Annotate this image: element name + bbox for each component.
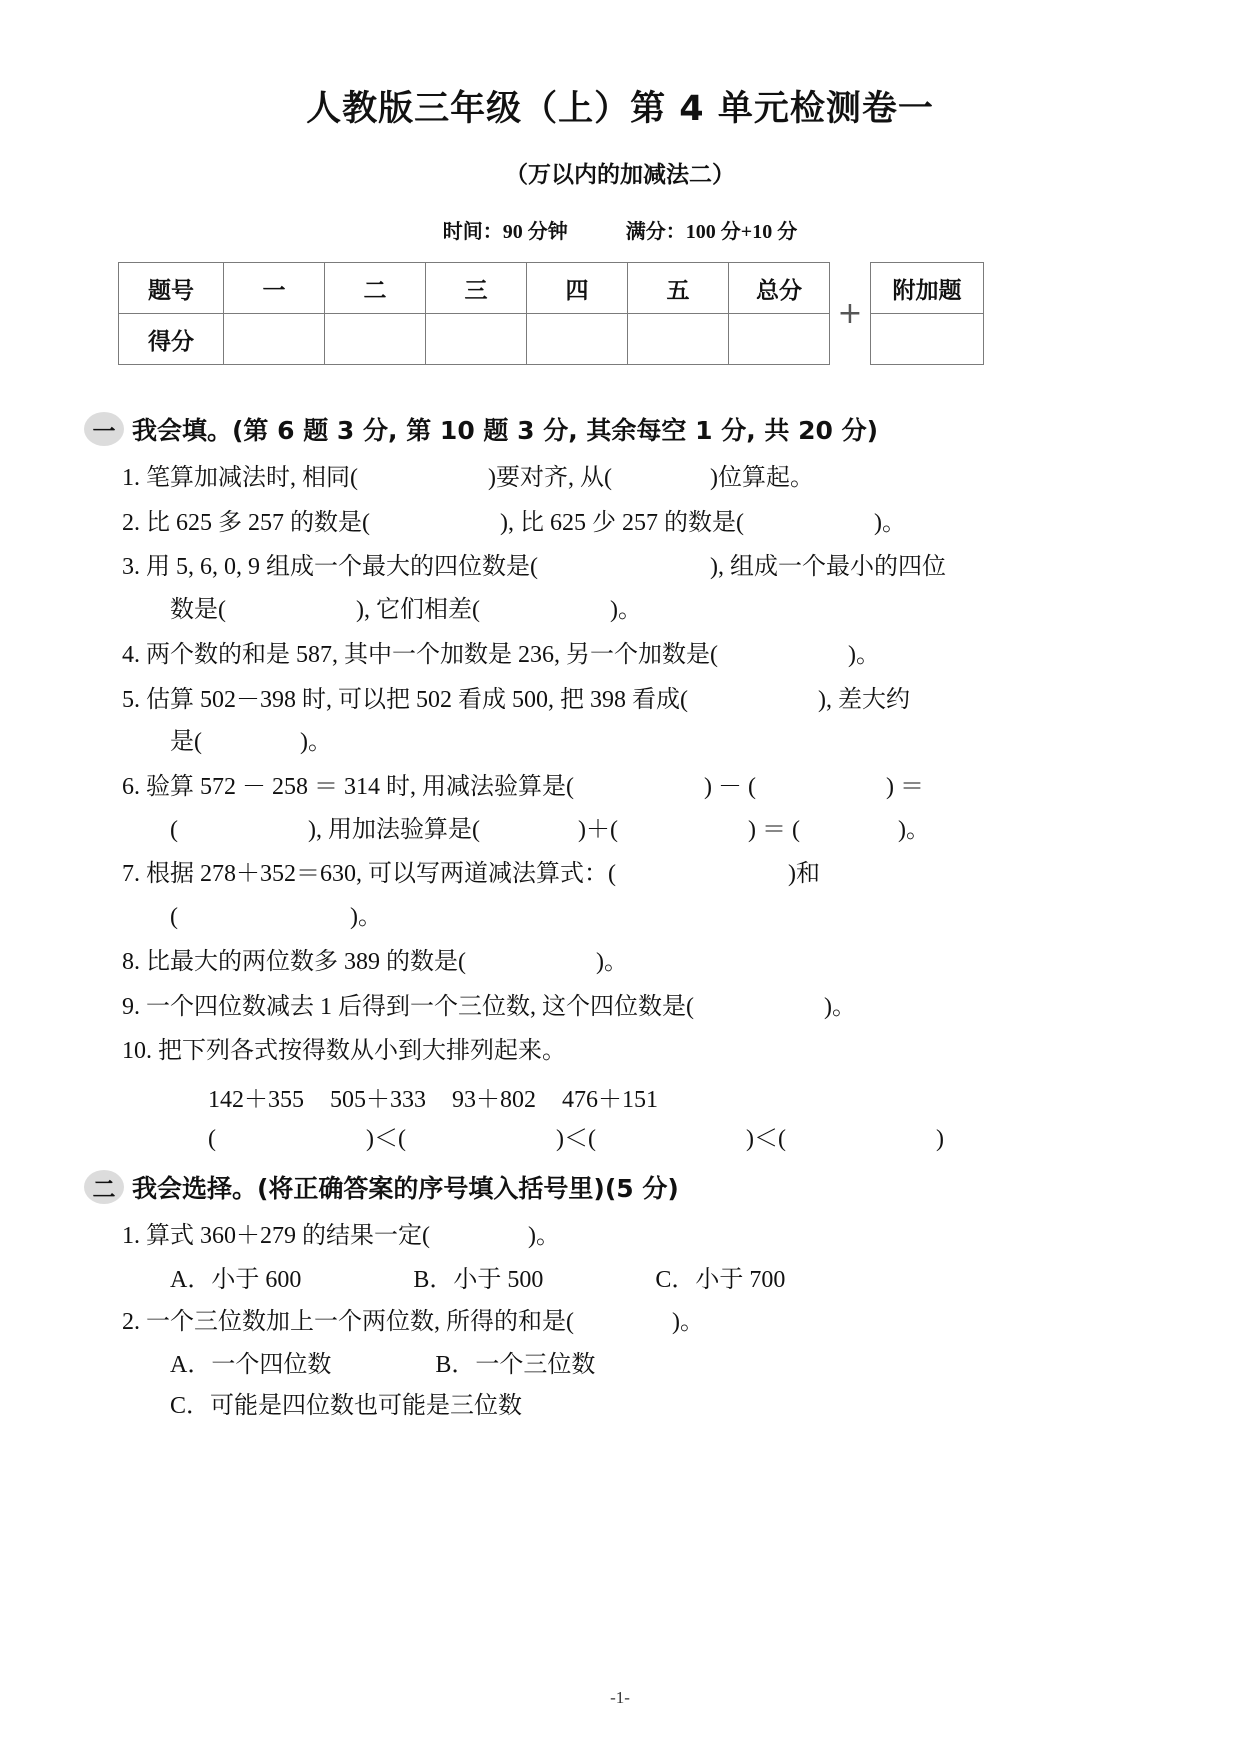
- question-6-continuation: [146, 809, 1140, 852]
- question-text: )位算起。: [709, 465, 814, 491]
- score-col-header: 一: [224, 263, 325, 314]
- question-2: [100, 502, 1140, 545]
- score-table-area: [118, 262, 1140, 365]
- question-text: )要对齐, 从(: [488, 465, 612, 491]
- option-a[interactable]: A．小于 600: [170, 1266, 302, 1293]
- score-input-cell[interactable]: [527, 314, 628, 365]
- expression-item: 476＋151: [562, 1087, 658, 1114]
- question-text: )。: [300, 729, 332, 756]
- expression-item: 142＋355: [208, 1087, 304, 1114]
- score-row-label: 题号: [119, 263, 224, 314]
- question-text: 估算 502－398 时, 可以把 502 看成 500, 把 398 看成(: [146, 686, 688, 713]
- question-number: 6.: [122, 774, 140, 801]
- question-10-expressions: [100, 1079, 1140, 1114]
- question-number: 1.: [122, 465, 140, 491]
- section-heading-2: [84, 1169, 1140, 1205]
- question-text: 根据 278＋352＝630, 可以写两道减法算式：(: [146, 861, 616, 888]
- question-text: 把下列各式按得数从小到大排列起来。: [158, 1038, 566, 1065]
- score-col-header: 总分: [729, 263, 830, 314]
- question-text: ), 组成一个最小的四位: [710, 554, 946, 581]
- question-text: ), 它们相差(: [356, 597, 480, 624]
- question-text: 算式 360＋279 的结果一定(: [146, 1223, 430, 1250]
- question-10-answer-row: [100, 1118, 1140, 1153]
- question-text: 比最大的两位数多 389 的数是(: [146, 948, 466, 975]
- compare-open: (: [208, 1126, 216, 1153]
- question-text: )。: [596, 948, 628, 975]
- extra-label: 附加题: [871, 263, 984, 314]
- question-text: )。: [824, 993, 856, 1020]
- question-text: )。: [528, 1223, 560, 1250]
- question-text: ), 用加法验算是(: [308, 816, 480, 843]
- question-number: 9.: [122, 993, 140, 1020]
- question-text: (: [170, 904, 178, 931]
- score-input-cell[interactable]: [426, 314, 527, 365]
- score-input-cell[interactable]: [729, 314, 830, 365]
- question-number: 10.: [122, 1038, 152, 1065]
- expression-item: 505＋333: [330, 1087, 426, 1114]
- extra-question-table: [870, 262, 984, 365]
- choice-question-2: [100, 1301, 1140, 1344]
- question-text: )和: [788, 861, 820, 888]
- question-number: 8.: [122, 948, 140, 975]
- question-6: [100, 766, 1140, 851]
- question-number: 3.: [122, 554, 140, 581]
- total-score: 满分：100 分+10 分: [625, 221, 798, 243]
- option-c[interactable]: C．小于 700: [655, 1266, 786, 1293]
- question-text: 比 625 多 257 的数是(: [146, 509, 370, 536]
- question-text: )。: [873, 509, 906, 536]
- question-5: [100, 679, 1140, 764]
- question-text: 数是(: [170, 597, 226, 624]
- question-3: [100, 546, 1140, 631]
- question-1: [100, 457, 1140, 500]
- option-b[interactable]: B．一个三位数: [435, 1352, 596, 1379]
- option-b[interactable]: B．小于 500: [413, 1266, 544, 1293]
- score-col-header: 四: [527, 263, 628, 314]
- table-row: [119, 263, 830, 314]
- question-number: 5.: [122, 686, 140, 713]
- question-text: ) ＝: [885, 774, 924, 801]
- exam-meta: [100, 215, 1140, 244]
- question-text: 两个数的和是 587, 其中一个加数是 236, 另一个加数是(: [146, 641, 718, 668]
- question-9: [100, 986, 1140, 1029]
- choice-question-1: [100, 1215, 1140, 1258]
- table-row: [119, 314, 830, 365]
- score-table: [118, 262, 830, 365]
- score-col-header: 三: [426, 263, 527, 314]
- question-text: ), 比 625 少 257 的数是(: [500, 509, 744, 536]
- compare-separator: )＜(: [745, 1126, 786, 1153]
- score-input-cell[interactable]: [628, 314, 729, 365]
- page-number: -1-: [610, 1688, 630, 1707]
- question-5-continuation: [146, 721, 1140, 764]
- section-title: 我会填。(第 6 题 3 分, 第 10 题 3 分, 其余每空 1 分, 共 20 分): [132, 416, 879, 445]
- question-text: 用 5, 6, 0, 9 组成一个最大的四位数是(: [146, 554, 538, 581]
- section-marker-icon: 二: [84, 1170, 124, 1204]
- choice-question-1-options: [100, 1260, 1140, 1301]
- question-8: [100, 941, 1140, 984]
- question-number: 2.: [122, 509, 140, 536]
- choice-question-2-options-row2: [100, 1386, 1140, 1427]
- score-input-cell[interactable]: [325, 314, 426, 365]
- question-text: ) － (: [704, 774, 756, 801]
- question-number: 1.: [122, 1223, 140, 1250]
- question-number: 4.: [122, 641, 140, 668]
- question-text: 是(: [170, 729, 202, 756]
- table-row: [871, 263, 984, 314]
- plus-icon: +: [837, 296, 863, 331]
- option-c[interactable]: C．可能是四位数也可能是三位数: [170, 1393, 523, 1420]
- question-text: 一个四位数减去 1 后得到一个三位数, 这个四位数是(: [146, 993, 694, 1020]
- question-text: 验算 572 － 258 ＝ 314 时, 用减法验算是(: [146, 774, 574, 801]
- compare-close: ): [935, 1126, 944, 1153]
- time-limit: 时间：90 分钟: [442, 221, 568, 243]
- option-a[interactable]: A．一个四位数: [170, 1352, 332, 1379]
- question-4: [100, 634, 1140, 677]
- page-title: 人教版三年级（上）第 4 单元检测卷一: [306, 89, 934, 129]
- score-col-header: 二: [325, 263, 426, 314]
- question-7: [100, 853, 1140, 938]
- section-marker-icon: 一: [84, 412, 124, 446]
- question-text: ), 差大约: [818, 686, 910, 713]
- question-text: )。: [897, 816, 930, 843]
- question-number: 2.: [122, 1308, 140, 1335]
- question-7-continuation: [146, 896, 1140, 939]
- compare-separator: )＜(: [366, 1126, 406, 1153]
- question-text: )。: [609, 597, 642, 624]
- question-text: ) ＝ (: [747, 816, 800, 843]
- question-text: )。: [672, 1308, 704, 1335]
- question-3-continuation: [146, 589, 1140, 632]
- question-text: )。: [350, 904, 382, 931]
- section-title: 我会选择。(将正确答案的序号填入括号里)(5 分): [132, 1174, 679, 1204]
- compare-separator: )＜(: [555, 1126, 596, 1153]
- page-subtitle: （万以内的加减法二）: [505, 162, 735, 188]
- section-heading-1: [84, 411, 1140, 447]
- question-text: 一个三位数加上一个两位数, 所得的和是(: [146, 1308, 574, 1335]
- expression-item: 93＋802: [452, 1087, 536, 1114]
- question-text: 笔算加减法时, 相同(: [146, 465, 358, 491]
- choice-question-2-options-row1: [100, 1345, 1140, 1386]
- question-10: [100, 1030, 1140, 1073]
- score-input-cell[interactable]: [224, 314, 325, 365]
- score-row-label: 得分: [119, 314, 224, 365]
- table-row: [871, 314, 984, 365]
- question-text: )。: [848, 641, 880, 668]
- question-text: (: [170, 816, 178, 843]
- question-text: )＋(: [577, 816, 618, 843]
- score-col-header: 五: [628, 263, 729, 314]
- question-number: 7.: [122, 861, 140, 888]
- extra-input-cell[interactable]: [871, 314, 984, 365]
